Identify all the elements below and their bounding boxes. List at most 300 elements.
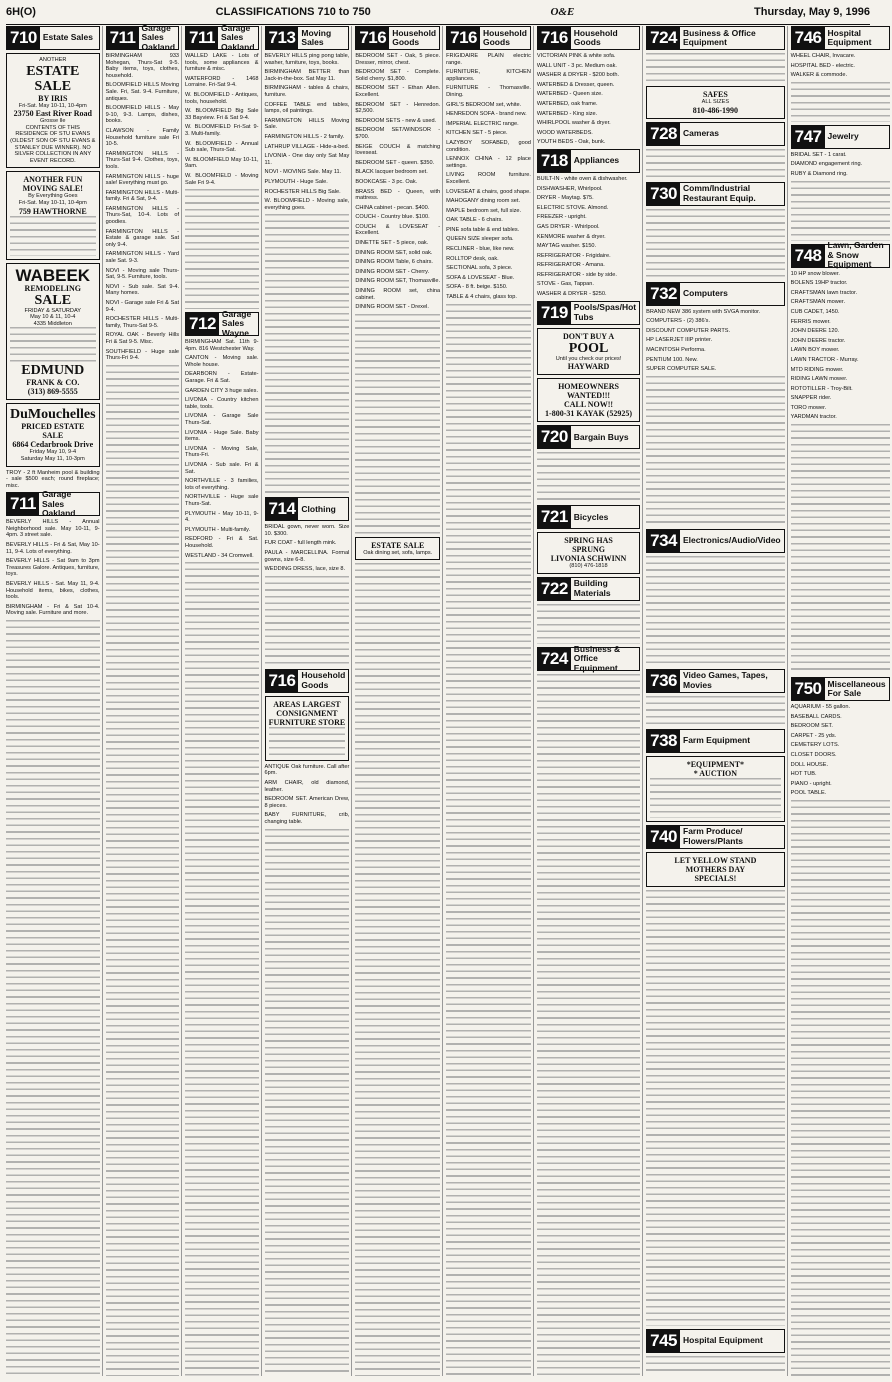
ad-text-block [537,452,640,502]
ad-text-block [646,556,785,666]
classified-ad: DINETTE SET - 5 piece, oak. [355,240,429,247]
ad-text-block [537,604,640,644]
ad-line: * AUCTION [693,768,738,778]
classified-ad: WATERFORD - 1468 Lorraine. Fri-Sat 9-4. [185,75,259,89]
classified-ad: LIVONIA - Sub sale. Fri & Sat. [185,462,259,475]
classified-ad: DISCOUNT COMPUTER PARTS. [646,327,731,334]
publication-date: Thursday, May 9, 1996 [754,6,870,18]
classified-ad: BEDROOM SET. [790,723,833,730]
ad-line: 6864 Cedarbrook Drive [12,440,94,450]
classified-ad: W. BLOOMFIELD - Antiques, tools, household. [185,91,259,105]
category-number: 734 [647,530,680,552]
ad-line: FRIDAY & SATURDAY [24,307,82,314]
ad-line: 759 HAWTHORNE [18,206,87,216]
ad-headline: *EQUIPMENT* [686,759,745,769]
ad-phone: 810-486-1990 [692,105,739,115]
category-header [537,301,640,325]
classified-ad: PLYMOUTH - May 10-11, 9-4. [185,510,259,524]
classified-ad: JOHN DEERE 120. [790,328,840,335]
classified-ad: WALL UNIT - 3 pc. Medium oak. [536,62,617,69]
ad-text-block [185,562,258,1376]
ad-text-block [355,563,440,1376]
category-number: 720 [538,426,571,448]
classified-ad: FARMINGTON HILLS - Estate & garage sale. Sat only 9-4. [105,228,180,248]
category-title: Garage Sales Wayne [221,308,252,338]
category-number: 724 [647,27,680,49]
ad-text-block [791,181,890,241]
classified-ad: NORTHVILLE - Huge sale Thurs-Sat. [185,494,259,507]
classified-ad: DINING ROOM SET, solid oak. [355,249,433,256]
classified-ad: FRIGIDAIRE PLAIN electric range. [446,53,531,66]
category-header [646,825,785,849]
ad-text-block [265,214,350,494]
classified-ad: NOVI - Sub sale. Sat 9-4. Many homes. [105,283,180,297]
classified-ad: CLAWSON - Family Household furniture sale Fri 10-5. [105,127,180,148]
classified-ad: DOLL HOUSE. [790,761,829,768]
classified-ad: PENTIUM 100. New. [646,356,698,363]
category-title: Business & Office Equipment [683,27,756,47]
classified-ad: CANTON - Moving sale. Whole house. [185,355,259,368]
ad-line: CONSIGNMENT [276,708,338,718]
homeowners-ad [537,378,640,422]
category-number: 710 [7,27,40,49]
section-title: CLASSIFICATIONS 710 to 750 [215,6,371,18]
classified-ad: BEVERLY HILLS ping pong table, washer, furniture, toys, books. [264,53,350,66]
ad-line: Until you check our prices! [555,355,622,362]
classified-ad: PLYMOUTH - Multi-family. [185,526,251,533]
category-header [185,22,258,52]
moving-sale-ad [6,171,100,259]
classified-ad: BEDROOM SET/WINDSOR - $700. [355,127,441,140]
classified-ad: TROY - 2 ft Manheim pool & building - sale $500 each; round fireplace; misc. [6,469,100,489]
classified-ad: FUR COAT - full length mink. [264,540,337,547]
category-title: Garage Sales Oakland [220,22,255,52]
category-title: Farm Equipment [683,735,751,745]
ad-headline: AREAS LARGEST [273,699,341,709]
category-number: 730 [647,183,680,205]
classified-ad: NOVI - Garage sale Fri & Sat 9-4. [105,300,180,313]
ad-headline: WABEEK [15,265,91,285]
classified-columns [6,22,886,1376]
classified-ad: HP LASERJET IIIP printer. [646,337,713,344]
ad-text-block [791,82,890,122]
category-title: Hospital Equipment [827,27,872,47]
ad-text-block [650,778,781,818]
ad-line: SPRUNG [572,545,605,555]
classified-ad: CARPET - 25 yds. [790,732,837,739]
classified-ad: TORO mower. [790,404,827,411]
mothers-day-ad [646,852,785,887]
classified-ad: DISHWASHER, Whirlpool. [536,185,603,192]
category-title: Household Goods [301,670,346,690]
classified-ad: REDFORD - Fri & Sat. Household. [185,536,259,549]
classified-ad: BUILT-IN - white oven & dishwasher. [536,175,628,182]
classified-ad: QUEEN SIZE sleeper sofa. [446,236,514,243]
classified-ad: SOUTHFIELD - Huge sale Thurs-Fri 9-4. [105,348,180,362]
ad-text-block [646,376,785,526]
category-number: 750 [792,678,825,700]
ad-line: Friday May 10, 9-4 [29,449,77,456]
classified-ad: GARDEN CITY 3 huge sales. [185,387,259,394]
column-5 [355,26,443,1376]
classified-ad: FARMINGTON HILLS - huge sale! Everything must go. [105,173,180,187]
classified-ad: BABY FURNITURE, crib, changing table. [264,812,350,825]
category-header [537,26,640,50]
classified-ad: DINING ROOM SET, Thomasville. [355,278,441,285]
classified-ad: BEDROOM SET - Oak, 5 piece. Dresser, mirror, chest. [355,53,441,66]
classified-ad: W. BLOOMFIELD Fri-Sat 9-3. Multi-family. [185,124,259,137]
classified-ad: BEDROOM SET - Complete. Solid cherry. $1,800. [355,69,441,82]
category-header [6,489,100,519]
category-header [537,149,640,173]
ad-text-block [646,209,785,279]
category-header [265,497,350,521]
equipment-auction-ad [646,756,785,822]
category-title: Pools/Spas/Hot Tubs [573,302,637,322]
classified-ad: CUB CADET, 1450. [790,308,840,315]
category-title: Garage Sales Oakland [141,22,176,52]
classified-ad: LIVONIA - One day only Sat May 11. [264,153,350,166]
category-number: 722 [538,578,571,600]
classified-ad: BRIDAL SET - 1 carat. [790,151,847,158]
classified-ad: FURNITURE - Thomasville. Dining. [446,85,531,98]
category-header [791,125,890,149]
classified-ad: BOLENS 19HP tractor. [790,280,848,287]
classified-ad: BIRMINGHAM Sat. 11th 9-4pm. 816 Westchester Way. [185,339,259,352]
classified-ad: MAHOGANY dining room set. [446,198,521,205]
classified-ad: FURNITURE, KITCHEN appliances. [446,69,531,82]
category-title: Garage Sales Oakland [41,489,76,519]
estate-sale-box [355,537,440,561]
ad-text-block [6,620,100,1376]
ad-line: MOTHERS DAY [685,864,746,874]
category-header [791,240,890,270]
category-number: 740 [647,826,680,848]
category-title: Jewelry [827,131,859,142]
ad-headline: DON'T BUY A [562,331,615,341]
ad-line: SPECIALS! [694,873,737,883]
classified-ad: YOUTH BEDS - Oak, bunk. [536,139,606,146]
classified-ad: DINING ROOM set, china cabinet. [355,288,441,301]
category-number: 721 [538,506,571,528]
ad-text-block [10,327,96,363]
ad-headline: DuMouchelles [10,407,96,423]
category-title: Lawn, Garden & Snow Equipment [827,240,884,270]
ad-text-block [265,829,350,1376]
category-title: Moving Sales [301,27,332,47]
classified-ad: BEDROOM SETS - new & used. [355,117,437,124]
ad-phone: 1-800-31 KAYAK (52925) [545,409,633,419]
ad-line: FRANK & CO. [26,378,80,388]
category-title: Farm Produce/ Flowers/Plants [683,826,744,846]
category-header [185,308,258,338]
ad-line: PRICED ESTATE [21,422,85,432]
dumouchelles-ad [6,403,100,466]
ad-line: WANTED!!! [566,391,611,401]
category-title: Estate Sales [42,32,93,43]
category-header [537,425,640,449]
category-number: 728 [647,123,680,145]
classified-ad: COUCH - Country blue. $100. [355,214,430,221]
ad-line: REMODELING [24,283,81,293]
classified-ad: ROCHESTER HILLS - Multi-family, Thurs-Sat 9-5. [105,316,180,329]
ad-text-block [446,304,531,1376]
classified-ad: RUBY & Diamond ring. [790,170,848,177]
classified-ad: WATERBED, oak frame. [536,100,598,107]
classified-ad: MTD RIDING mower. [790,366,844,373]
ad-text-block [791,800,890,1376]
wabeek-ad [6,263,100,401]
ad-text-block [646,696,785,726]
category-header [646,282,785,306]
classified-ad: CHINA cabinet - pecan. $400. [355,204,430,211]
category-title: Cameras [683,127,719,138]
ad-text-block [646,149,785,179]
classified-ad: ROLLTOP desk, oak. [446,255,499,262]
category-title: Business & Office Equipment [573,643,621,673]
ad-line: Fri-Sat. May 10-11, 10-4pm [18,199,87,206]
classified-ad: ROTOTILLER - Troy-Bilt. [790,385,853,392]
classified-ad: WALLED LAKE - Lots of tools, some appliances & furniture & misc. [185,53,259,73]
category-title: Electronics/Audio/Video [683,535,781,545]
page-header [6,6,870,25]
classified-ad: REFRIGERATOR - Frigidaire. [536,252,611,259]
classified-ad: BEDROOM SET - Henredon. $2,500. [355,101,441,115]
column-6 [446,26,534,1376]
classified-ad: REFRIGERATOR - side by side. [536,271,617,278]
classified-ad: POOL TABLE. [790,790,827,797]
classified-ad: PLYMOUTH - Huge Sale. [264,178,328,185]
ad-line: 23750 East River Road [13,109,92,119]
classified-ad: STOVE - Gas, Tappan. [536,281,594,288]
category-number: 724 [538,648,571,670]
classified-ad: BLOOMFIELD HILLS - May 9-10, 9-3. Lamps, dishes, books. [105,105,180,125]
category-number: 716 [538,27,571,49]
classified-ad: WHEEL CHAIR, Invacare. [790,53,856,59]
category-number: 711 [7,493,39,515]
classified-ad: WASHER & DRYER - $200 both. [536,72,619,79]
classified-ad: SECTIONAL sofa, 3 piece. [446,265,513,272]
classified-ad: BLOOMFIELD HILLS Moving Sale. Fri, Sat. 9-4. Furniture, antiques. [105,82,180,102]
classified-ad: IMPERIAL ELECTRIC range. [446,120,519,127]
classified-ad: MAYTAG washer. $150. [536,243,597,250]
category-header [265,26,350,50]
ad-headline: HOMEOWNERS [558,382,619,392]
classified-ad: HENREDON SOFA - brand new. [446,111,527,118]
classified-ad: BIRMINGHAM - Fri & Sat 10-4. Moving sale. Furniture and more. [6,603,100,617]
classified-ad: FARMINGTON HILLS - Thurs-Sat, 10-4. Lots of goodies. [105,205,180,226]
classified-ad: DEARBORN - Estate-Garage. Fri & Sat. [185,371,259,385]
ad-text-block [646,53,785,83]
classified-ad: BIRMINGHAM BETTER than Jack-in-the-box. Sat May 11. [264,69,350,82]
classified-ad: BOOKCASE - 3 pc. Oak. [355,178,418,185]
classified-ad: WASHER & DRYER - $250. [536,291,607,298]
category-title: Comm/Industrial Restaurant Equip. [683,183,756,203]
classified-ad: RECLINER - blue, like new. [446,246,515,253]
category-title: Miscellaneous For Sale [827,678,886,699]
classified-ad: DINING ROOM Table, 6 chairs. [355,259,433,266]
classified-ad: PINE sofa table & end tables. [446,226,520,233]
category-header [791,677,890,701]
category-number: 738 [647,730,680,752]
classified-ad: W. BLOOMFIELD - Moving Sale Fri 9-4. [185,172,259,186]
ad-line: CALL NOW!! [563,400,614,410]
ad-text-block [10,216,96,256]
ad-line: BY IRIS [38,93,68,103]
ad-line: FURNITURE STORE [268,717,346,727]
ad-line: Saturday May 11, 10-3pm [20,455,85,462]
classified-ad: LENNOX CHINA - 12 place settings. [446,156,531,169]
classified-ad: BEDROOM SET - queen. $350. [355,159,435,166]
category-header [646,182,785,206]
classified-ad: BRASS BED - Queen, with mattress. [355,188,441,202]
ad-line: SALE [42,431,64,441]
classified-ad: WEDDING DRESS, lace, size 8. [264,566,346,573]
column-3 [185,22,261,1376]
classified-ad: ROYAL OAK - Beverly Hills Fri & Sat 9-5. Misc. [105,332,180,345]
ad-line: Oak dining set, sofa, lamps. [363,549,433,556]
classified-ad: LIVONIA - Huge Sale. Baby items. [185,429,259,443]
category-title: Computers [683,287,728,298]
ad-line: Grosse Ile [40,118,66,125]
classified-ad: PIANO - upright. [790,780,832,787]
classified-ad: DINING ROOM SET - Cherry. [355,268,430,275]
classified-ad: CRAFTSMAN mower. [790,299,846,306]
classified-ad: FREEZER - upright. [536,214,587,221]
schwinn-ad [537,532,640,574]
category-number: 713 [266,27,299,49]
column-4 [265,26,353,1376]
ad-line: By Everything Goes [28,193,78,200]
ad-line: HAYWARD [567,362,610,372]
classified-ad: LIVONIA - Garage Sale Thurs-Sat. [185,413,259,427]
category-header [446,26,531,50]
category-title: Bicycles [573,511,609,522]
classified-ad: DRYER - Maytag. $75. [536,195,594,202]
category-title: Clothing [301,503,336,514]
classified-ad: LIVONIA - Moving Sale, Thurs-Fri. [185,445,259,459]
classified-ad: BIRMINGHAM 933 Mohegan, Thurs-Sat 9-5. Baby items, toys, clothes, household. [105,53,180,79]
classified-ad: ANTIQUE Oak furniture. Call after 6pm. [264,763,350,777]
classified-ad: BEVERLY HILLS - Sat 9am to 3pm Treasures Galore. Antiques, furniture, toys. [6,558,100,578]
classified-ad: WOOD WATERBEDS. [536,129,593,136]
ad-phone: (313) 869-5555 [27,387,78,397]
classified-ad: 10 HP snow blower. [790,270,840,277]
ad-line: May 10 & 11, 10-4 [30,314,76,321]
classified-ad: FERRIS mower. [790,318,831,325]
ad-line: LIVONIA SCHWINN [550,554,627,564]
classified-ad: OAK TABLE - 6 chairs. [446,217,503,224]
safes-ad [646,86,785,119]
page-number: 6H(O) [6,6,36,18]
classified-ad: CEMETERY LOTS. [790,742,840,749]
category-number: 745 [647,1330,680,1352]
column-9 [791,26,892,1376]
category-header [646,729,785,753]
classified-ad: W. BLOOMFIELD - Annual Sub sale, Thurs-Sat. [185,140,259,154]
ad-phone: (810) 476-1818 [569,563,608,570]
classified-ad: VICTORIAN PINK & white sofa. [536,53,616,59]
category-header [106,22,179,52]
classified-ad: LAWN BOY mower. [790,347,840,354]
ad-line: ANOTHER [39,57,67,63]
category-title: Household Goods [573,27,618,47]
ad-line: EDMUND [21,363,85,379]
classified-ad: SNAPPER rider. [790,395,832,402]
ad-text-block [269,727,346,757]
category-header [265,669,350,693]
classified-ad: KITCHEN SET - 5 piece. [446,130,508,137]
classified-ad: MACINTOSH Performa. [646,346,706,353]
classified-ad: W. BLOOMFIELD - Moving sale, everything goes. [264,198,350,211]
classified-ad: FARMINGTON HILLS - 2 family. [264,133,345,140]
classified-ad: FARMINGTON HILLS - Multi-family. Fri & Sat, 9-4. [105,189,180,203]
ad-line: ALL SIZES [701,99,730,105]
classified-ad: ARM CHAIR, old diamond, leather. [264,780,350,793]
classified-ad: WATERBED & Dresser, queen. [536,81,615,88]
category-header [355,26,440,50]
classified-ad: DINING ROOM SET - Drexel. [355,304,429,311]
ad-text-block [646,1356,785,1376]
classified-ad: HOT TUB. [790,771,817,778]
classified-ad: COFFEE TABLE end tables, lamps, oil paintings. [264,101,350,115]
classified-ad: BEVERLY HILLS - Sat. May 11, 9-4. Household items, bikes, clothes, tools. [6,581,100,601]
classified-ad: WATERBED - Queen size. [536,91,603,98]
classified-ad: MAPLE bedroom set, full size. [446,207,522,214]
ad-headline: SPRING HAS [564,536,613,546]
classified-ad: RIDING LAWN mower. [790,376,848,383]
classified-ad: GAS DRYER - Whirlpool. [536,223,600,230]
classified-ad: WESTLAND - 34 Cromwell. [185,552,254,559]
ad-text-block [537,674,640,1376]
classified-ad: W. BLOOMFIELD Big Sale 33 Bayview. Fri & Sat 9-4. [185,108,259,121]
column-1 [6,26,103,1376]
ad-line: ANOTHER FUN [23,175,83,185]
category-title: Hospital Equipment [683,1335,763,1346]
category-title: Household Goods [483,27,527,47]
estate-sale-ad [6,53,100,168]
ad-body: CONTENTS OF THIS RESIDENCE OF STU EVANS (OLDEST SON OF STU EVANS & STANLEY DUE WINNER). NO SILVER COLLECTION IN ANY EVENT RECORD. [10,124,96,164]
classified-ad: BEVERLY HILLS - Annual Neighborhood sale. May 10-11, 9-4pm. 3 street sale. [6,519,100,539]
pool-ad [537,328,640,376]
column-8 [646,26,788,1376]
category-number: 716 [447,27,480,49]
classified-ad: GIRL'S BEDROOM set, white. [446,101,522,108]
classified-ad: DIAMOND engagement ring. [790,161,863,168]
classified-ad: LIVONIA - Country kitchen table, tools. [185,397,259,410]
classified-ad: WHIRLPOOL washer & dryer. [536,120,611,127]
classified-ad: BRAND NEW 386 system with SVGA monitor. [646,308,761,315]
classified-ad: BLACK lacquer bedroom set. [355,169,428,176]
category-number: 748 [792,245,825,267]
category-title: Bargain Buys [573,431,629,442]
classified-ad: NOVI - MOVING Sale. May 11. [264,169,342,176]
category-header [646,669,785,693]
classified-ad: BEDROOM SET - Ethan Allen. Excellent. [355,85,441,98]
classified-ad: JOHN DEERE tractor. [790,337,846,344]
classified-ad: W. BLOOMFIELD May 10-11, 9am. [185,156,259,170]
category-header [537,505,640,529]
column-2 [105,22,182,1376]
classified-ad: WATERBED - King size. [536,110,598,117]
category-header [646,26,785,50]
classified-ad: NOVI - Moving sale Thurs-Sat, 9-5. Furniture, tools. [105,267,180,281]
category-header [646,1329,785,1353]
classified-ad: BEIGE COUCH & matching loveseat. [355,143,441,157]
ad-text-block [646,890,785,1326]
ad-text-block [355,314,440,534]
classified-ad: BEDROOM SET. American Drew, 8 pieces. [264,796,350,809]
